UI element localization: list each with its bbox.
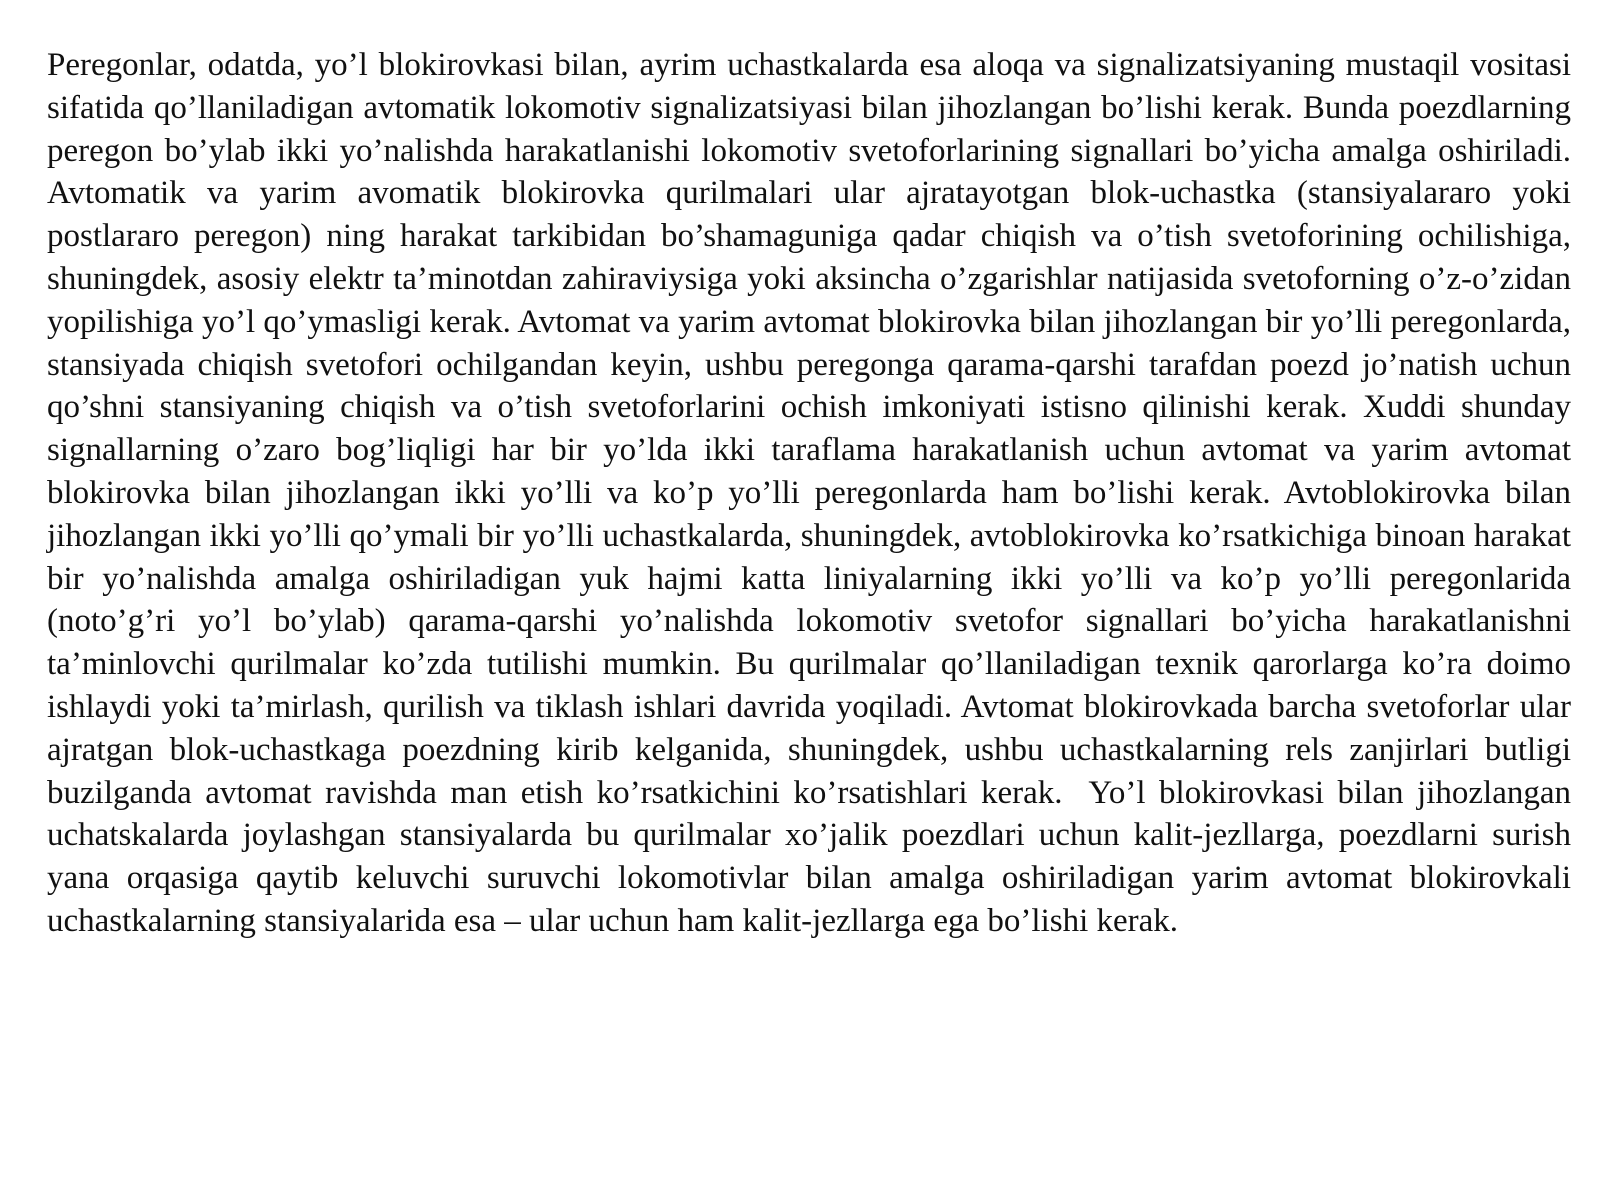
body-paragraph: Peregonlar, odatda, yo’l blokirovkasi bilan, ayrim uchastkalarda esa aloqa va signalizatsiyaning mustaqil vositasi sifatida qo’llaniladigan avtomatik lokomotiv signalizatsiyasi bilan jihozlangan bo’lishi kerak. Bunda poezdlarning peregon bo’ylab ikki yo’nalishda harakatlanishi lokomotiv svetoforlarining signallari bo’yicha amalga oshiriladi. Avtomatik va yarim avomatik blokirovka qurilmalari ular ajratayotgan blok-uchastka (stansiyalararo yoki postlararo peregon) ning harakat tarkibidan bo’shamaguniga qadar chiqish va o’tish svetoforining ochilishiga, shuningdek, asosiy elektr ta’minotdan zahiraviysiga yoki aksincha o’zgarishlar natijasida svetoforning o’z-o’zidan yopilishiga yo’l qo’ymasligi kerak. Avtomat va yarim avtomat blokirovka bilan jihozlangan bir yo’lli peregonlarda, stansiyada chiqish svetofori ochilgandan keyin, ushbu peregonga qarama-qarshi tarafdan poezd jo’natish uchun qo’shni stansiyaning chiqish va o’tish svetoforlarini ochish imkoniyati istisno qilinishi kerak. Xuddi shunday signallarning o’zaro bog’liqligi har bir yo’lda ikki taraflama harakatlanish uchun avtomat va yarim avtomat blokirovka bilan jihozlangan ikki yo’lli va ko’p yo’lli peregonlarda ham bo’lishi kerak. Avtoblokirovka bilan jihozlangan ikki yo’lli qo’ymali bir yo’lli uchastkalarda, shuningdek, avtoblokirovka ko’rsatkichiga binoan harakat bir yo’nalishda amalga oshiriladigan yuk hajmi katta liniyalarning ikki yo’lli va ko’p yo’lli peregonlarida (noto’g’ri yo’l bo’ylab) qarama-qarshi yo’nalishda lokomotiv svetofor signallari bo’yicha harakatlanishni ta’minlovchi qurilmalar ko’zda tutilishi mumkin. Bu qurilmalar qo’llaniladigan texnik qarorlarga ko’ra doimo ishlaydi yoki ta’mirlash, qurilish va tiklash ishlari davrida yoqiladi. Avtomat blokirovkada barcha svetoforlar ular ajratgan blok-uchastkaga poezdning kirib kelganida, shuningdek, ushbu uchastkalarning rels zanjirlari butligi buzilganda avtomat ravishda man etish ko’rsatkichini ko’rsatishlari kerak. Yo’l blokirovkasi bilan jihozlangan uchatskalarda joylashgan stansiyalarda bu qurilmalar xo’jalik poezdlari uchun kalit-jezllarga, poezdlarni surish yana orqasiga qaytib keluvchi suruvchi lokomotivlar bilan amalga oshiriladigan yarim avtomat blokirovkali uchastkalarning stansiyalarida esa – ular uchun ham kalit-jezllarga ega bo’lishi kerak. (47, 47, 1580, 939)
